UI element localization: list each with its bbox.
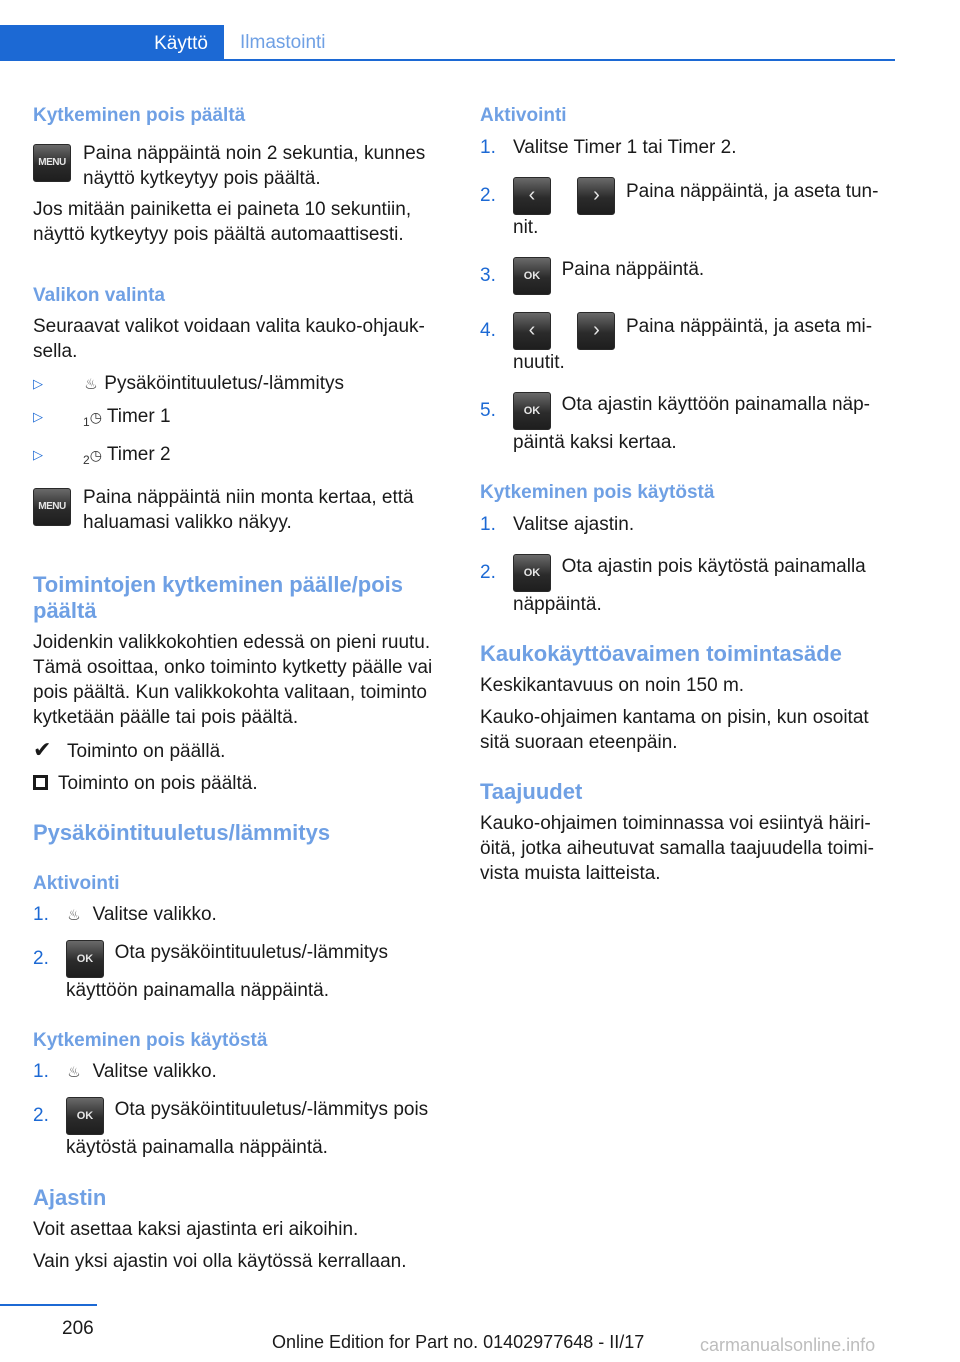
- step-text: Paina näppäintä.: [561, 259, 705, 280]
- list-item-label: Timer 1: [106, 406, 171, 427]
- list-item: [480, 135, 892, 160]
- list-item: [480, 177, 892, 240]
- ok-button-icon: OK: [513, 554, 551, 592]
- step-number: 2.: [480, 185, 496, 206]
- timer-glyph: ◷: [89, 409, 102, 425]
- paragraph: Vain yksi ajastin voi olla käytössä kerrallaan.: [33, 1251, 407, 1272]
- step-text: Ota pysäköintituuletus/-lämmitys pois käytöstä painamalla näppäintä.: [66, 1099, 429, 1158]
- section-title-frequencies: Taajuudet: [480, 779, 583, 804]
- arrow-right-button-icon: ›: [577, 312, 615, 350]
- list-item: [480, 312, 892, 375]
- paragraph: Kauko-ohjaimen toiminnassa voi esiintyä häiriöitä, jotka aiheutuvat samalla taajuudella toimivista muista laitteista.: [480, 813, 874, 884]
- section-title-menu-selection: Valikon valinta: [33, 285, 165, 306]
- menu-button-icon: MENU: [33, 144, 71, 182]
- ok-button-icon: OK: [513, 257, 551, 295]
- subsection-title-deactivation: Kytkeminen pois käytöstä: [480, 482, 715, 503]
- state-on-line: [33, 737, 443, 764]
- list-item: [480, 554, 892, 617]
- triangle-bullet-icon: ▷: [33, 447, 43, 462]
- step-number: 2.: [33, 948, 49, 969]
- list-item: [480, 512, 892, 537]
- ok-button-icon: OK: [66, 940, 104, 978]
- footer-rule: [0, 1304, 97, 1306]
- section-title-range: Kaukokäyttöavaimen toimintasäde: [480, 641, 842, 666]
- arrow-left-button-icon: ‹: [513, 177, 551, 215]
- page-header: [0, 25, 895, 61]
- step-number: 2.: [480, 562, 496, 583]
- step-text: Paina näppäintä, ja aseta tunnit.: [513, 181, 879, 238]
- step-text: Valitse Timer 1 tai Timer 2.: [513, 137, 737, 158]
- heating-icon: ♨: [67, 1064, 81, 1081]
- triangle-bullet-icon: ▷: [33, 409, 43, 424]
- step-text: Ota ajastin pois käytöstä painamalla näppäintä.: [513, 556, 866, 615]
- checkmark-icon: ✔: [33, 737, 52, 762]
- menu-hold-paragraph: [33, 141, 443, 191]
- timer-number: 2: [83, 453, 90, 467]
- list-item-label: Timer 2: [106, 444, 171, 465]
- state-on-text: Toiminto on päällä.: [67, 741, 226, 762]
- subsection-title-activation: Aktivointi: [480, 105, 567, 126]
- paragraph: Kauko-ohjaimen kantama on pisin, kun osoitat sitä suoraan eteenpäin.: [480, 707, 869, 753]
- ok-button-icon: OK: [66, 1097, 104, 1135]
- step-number: 5.: [480, 400, 496, 421]
- list-item: [33, 404, 443, 435]
- header-rule: [0, 59, 895, 61]
- state-off-line: [33, 771, 443, 796]
- list-item: [33, 940, 443, 1003]
- timer-icon: [83, 409, 102, 429]
- list-item: [33, 371, 443, 397]
- tab-kaytto[interactable]: [0, 25, 224, 61]
- subsection-title-activation: Aktivointi: [33, 873, 120, 894]
- arrow-right-button-icon: ›: [577, 177, 615, 215]
- arrow-left-button-icon: ‹: [513, 312, 551, 350]
- paragraph: Seuraavat valikot voidaan valita kauko-ohjauksella.: [33, 316, 425, 362]
- step-number: 4.: [480, 320, 496, 341]
- heating-icon: ♨: [67, 907, 81, 924]
- step-number: 1.: [480, 137, 496, 158]
- list-item: [33, 1097, 443, 1160]
- list-item: [480, 392, 892, 455]
- tab-kaytto-label: Käyttö: [154, 32, 208, 54]
- empty-box-icon: [33, 775, 48, 790]
- page-number: 206: [62, 1318, 94, 1339]
- section-title-parking-ventilation: Pysäköintituuletus/lämmitys: [33, 820, 331, 845]
- section-title-timer: Ajastin: [33, 1185, 107, 1210]
- heating-icon: ♨: [84, 376, 98, 393]
- right-column: [480, 103, 892, 886]
- paragraph: Jos mitään painiketta ei paineta 10 sekuntiin, näyttö kytkeytyy pois päältä automaattisesti.: [33, 199, 412, 245]
- section-title-switch-off: Kytkeminen pois päältä: [33, 105, 246, 126]
- tab-ilmastointi[interactable]: [224, 25, 326, 59]
- step-text: Ota ajastin käyttöön painamalla näppäintä kaksi kertaa.: [513, 394, 870, 453]
- step-text: Valitse valikko.: [92, 904, 217, 925]
- state-off-text: Toiminto on pois päältä.: [58, 773, 258, 794]
- tab-ilmastointi-label: Ilmastointi: [240, 31, 326, 53]
- section-title-toggle: Toimintojen kytkeminen päälle/pois päältä: [33, 572, 404, 623]
- list-item: [33, 1059, 443, 1085]
- footer-edition: Online Edition for Part no. 01402977648 - II/17: [272, 1332, 645, 1352]
- list-item: [33, 902, 443, 928]
- step-text: Ota pysäköintituuletus/-lämmitys käyttöön painamalla näppäintä.: [66, 942, 389, 1001]
- timer-number: 1: [83, 415, 90, 429]
- list-item-label: Pysäköintituuletus/-lämmitys: [104, 373, 344, 394]
- menu-button-icon: MENU: [33, 488, 71, 526]
- step-number: 2.: [33, 1105, 49, 1126]
- step-text: Paina näppäintä, ja aseta minuutit.: [513, 316, 873, 373]
- triangle-bullet-icon: ▷: [33, 376, 43, 391]
- step-number: 1.: [33, 904, 49, 925]
- ok-button-icon: OK: [513, 392, 551, 430]
- watermark: carmanualsonline.info: [700, 1335, 876, 1355]
- paragraph: Joidenkin valikkokohtien edessä on pieni ruutu. Tämä osoittaa, onko toiminto kytketty päälle vai pois päältä. Kun valikkokohta valitaan, toiminto kytketään päälle tai pois päältä.: [33, 632, 433, 728]
- step-text: Valitse ajastin.: [513, 514, 635, 535]
- paragraph: Voit asettaa kaksi ajastinta eri aikoihin.: [33, 1219, 359, 1240]
- step-text: Valitse valikko.: [92, 1061, 217, 1082]
- timer-icon: [83, 447, 102, 467]
- timer-glyph: ◷: [89, 447, 102, 463]
- step-number: 1.: [33, 1061, 49, 1082]
- list-item: [480, 257, 892, 295]
- menu-press-paragraph: [33, 485, 443, 535]
- paragraph: Paina näppäintä niin monta kertaa, että haluamasi valikko näkyy.: [83, 487, 414, 533]
- step-number: 1.: [480, 514, 496, 535]
- list-item: [33, 442, 443, 473]
- paragraph: Paina näppäintä noin 2 sekuntia, kunnes näyttö kytkeytyy pois päältä.: [83, 143, 426, 189]
- paragraph: Keskikantavuus on noin 150 m.: [480, 675, 745, 696]
- left-column: [33, 103, 443, 1274]
- step-number: 3.: [480, 265, 496, 286]
- subsection-title-deactivation: Kytkeminen pois käytöstä: [33, 1030, 268, 1051]
